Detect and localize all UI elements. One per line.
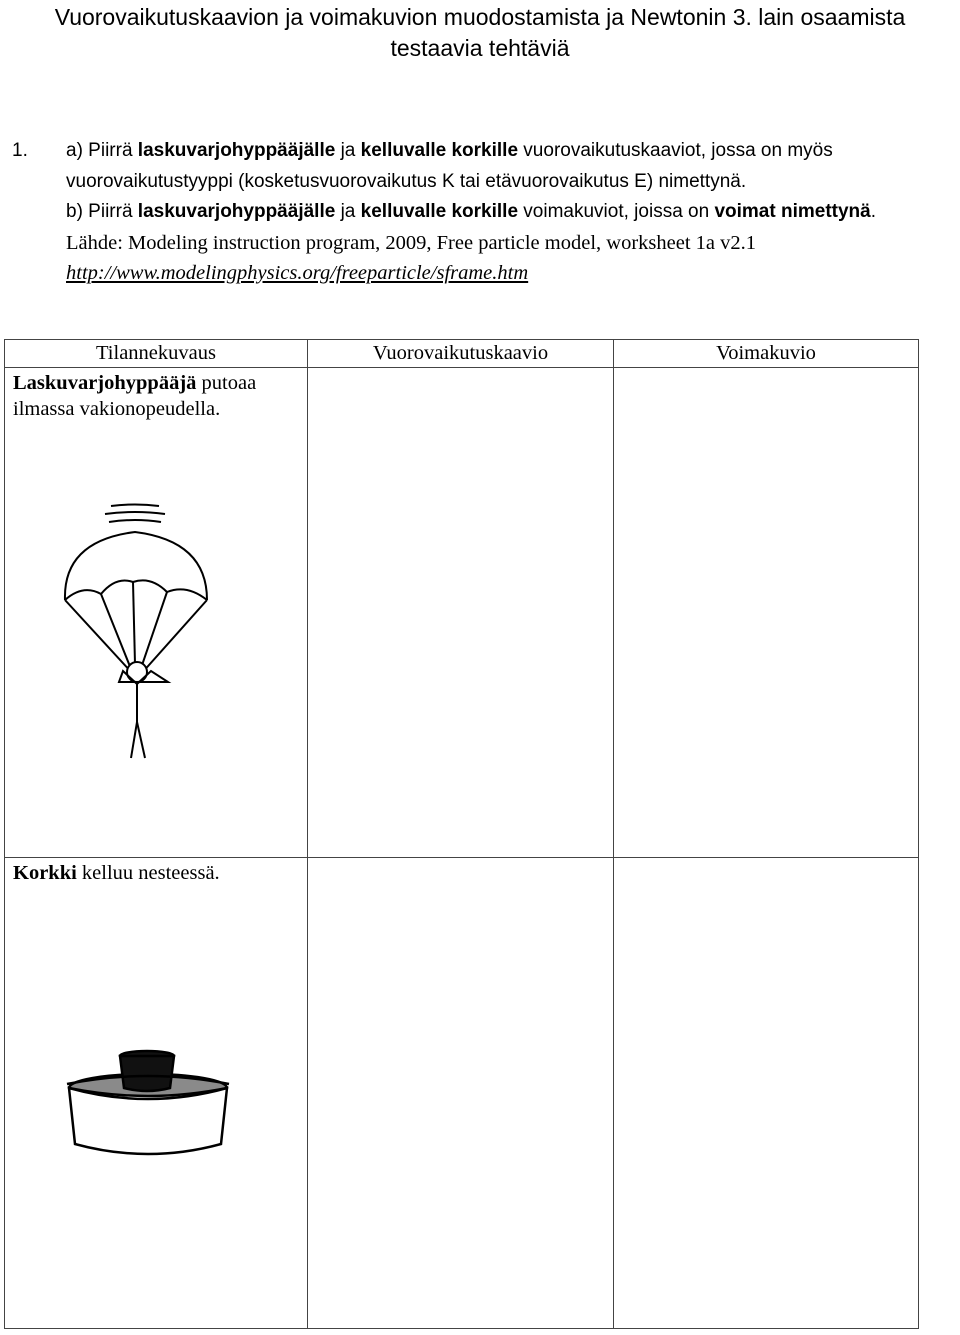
situation-rest: kelluu nesteessä. bbox=[76, 862, 220, 884]
table-row bbox=[5, 368, 919, 858]
task-a-bold-parachutist: laskuvarjohyppääjälle bbox=[137, 140, 336, 161]
table-row bbox=[5, 858, 919, 1329]
header-interaction-diagram: Vuorovaikutuskaavio bbox=[307, 340, 613, 368]
situation-cell-parachutist bbox=[5, 368, 308, 858]
task-table bbox=[4, 339, 919, 1329]
situation-cell-cork bbox=[5, 858, 308, 1329]
source-link-line bbox=[66, 258, 960, 289]
task-a-bold-cork: kelluvalle korkille bbox=[360, 140, 519, 161]
situation-bold: Korkki bbox=[13, 862, 77, 884]
situation-text bbox=[5, 858, 307, 886]
task-b-mid1: ja bbox=[335, 201, 361, 222]
task-b-bold-forces: voimat nimettynä bbox=[714, 201, 871, 222]
task-b-bold-parachutist: laskuvarjohyppääjälle bbox=[137, 201, 336, 222]
page-title: Vuorovaikutuskaavion ja voimakuvion muodostamista ja Newtonin 3. lain osaamista testaavia tehtäviä bbox=[54, 4, 906, 61]
task-a-suffix: vuorovaikutuskaaviot, jossa on myös bbox=[518, 140, 833, 161]
task-b-bold-cork: kelluvalle korkille bbox=[360, 201, 519, 222]
task-a-mid: ja bbox=[335, 140, 361, 161]
task-b-suffix: . bbox=[870, 201, 876, 222]
source-link[interactable]: http://www.modelingphysics.org/freeparticle/sframe.htm bbox=[66, 262, 529, 284]
interaction-diagram-cell[interactable] bbox=[307, 858, 613, 1329]
header-force-diagram: Voimakuvio bbox=[613, 340, 918, 368]
task-a-line2: vuorovaikutustyyppi (kosketusvuorovaikutus K tai etävuorovaikutus E) nimettynä. bbox=[66, 170, 747, 192]
situation-bold: Laskuvarjohyppääjä bbox=[13, 372, 197, 394]
task-number: 1. bbox=[12, 140, 28, 161]
force-diagram-cell[interactable] bbox=[613, 368, 918, 858]
force-diagram-cell[interactable] bbox=[613, 858, 918, 1329]
task-a-line1 bbox=[66, 136, 960, 167]
task-b-mid2: voimakuviot, joissa on bbox=[518, 201, 715, 222]
task-b-line bbox=[66, 197, 960, 228]
situation-line2: ilmassa vakionopeudella. bbox=[13, 398, 221, 420]
table-header-row bbox=[5, 340, 919, 368]
interaction-diagram-cell[interactable] bbox=[307, 368, 613, 858]
task-b-prefix: b) Piirrä bbox=[66, 201, 138, 222]
situation-text bbox=[5, 368, 307, 422]
source-line: Lähde: Modeling instruction program, 2009, Free particle model, worksheet 1a v2.1 bbox=[66, 231, 756, 254]
situation-rest: putoaa bbox=[196, 372, 257, 394]
task-a-prefix: a) Piirrä bbox=[66, 140, 138, 161]
header-situation: Tilannekuvaus bbox=[5, 340, 308, 368]
